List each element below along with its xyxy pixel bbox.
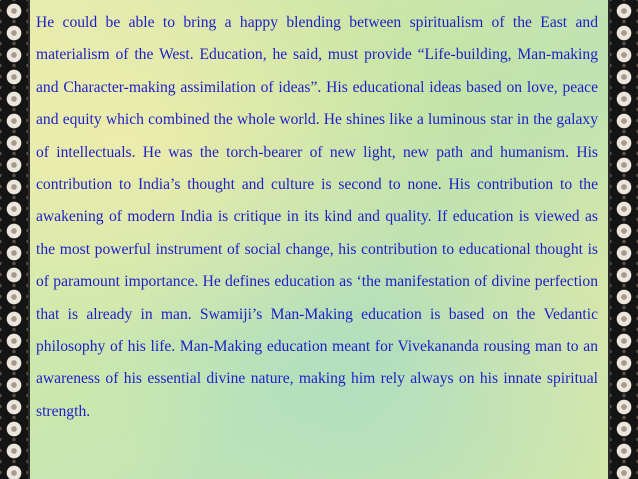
left-flower-border (0, 0, 28, 479)
body-paragraph: He could be able to bring a happy blending between spiritualism of the East and materialism of the West. Education, he said, must provide “Life-building, Man-making and Character-making assimilation of ideas”. His educational ideas based on love, peace and equity which combined the whole world. He shines like a luminous star in the galaxy of intellectuals. He was the torch-bearer of new light, new path and humanism. His contribution to India’s thought and culture is second to none. His contribution to the awakening of modern India is critique in its kind and quality. If education is viewed as the most powerful instrument of social change, his contribution to educational thought is of paramount importance. He defines education as ‘the manifestation of divine perfection that is already in man. Swamiji’s Man-Making education is based on the Vedantic philosophy of his life. Man-Making education meant for Vivekananda rousing man to an awareness of his essential divine nature, making him rely always on his innate spiritual strength. (36, 14, 598, 420)
left-border-line (28, 0, 30, 479)
right-border-line (608, 0, 610, 479)
right-flower-border (610, 0, 638, 479)
